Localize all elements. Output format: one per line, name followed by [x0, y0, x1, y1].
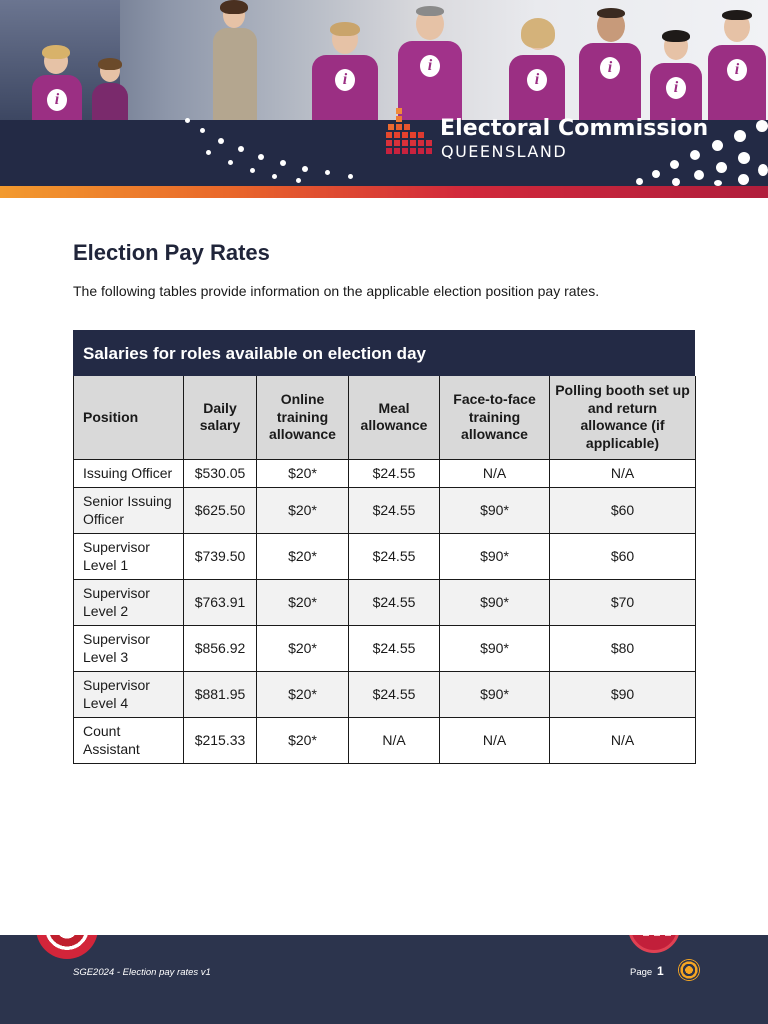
info-badge-icon: i: [335, 69, 355, 91]
cell-face-to-face: $90*: [440, 625, 550, 671]
table-header-row: [74, 376, 696, 459]
intro-text: The following tables provide information on the applicable election position pay rates.: [73, 283, 600, 299]
photo-person: [30, 48, 84, 125]
cell-meal: $24.55: [349, 625, 440, 671]
cell-polling-booth: $90: [550, 671, 696, 717]
cell-face-to-face: $90*: [440, 579, 550, 625]
photo-person: [648, 32, 704, 125]
cell-position: Count Assistant: [74, 717, 184, 763]
page-number: 1: [657, 964, 664, 978]
org-subtitle: QUEENSLAND: [441, 142, 568, 161]
cell-daily-salary: $215.33: [184, 717, 257, 763]
header-stripe: [0, 186, 768, 198]
info-badge-icon: i: [527, 69, 547, 91]
org-name: Electoral Commission: [440, 116, 709, 141]
cell-daily-salary: $856.92: [184, 625, 257, 671]
cell-position: Senior Issuing Officer: [74, 487, 184, 533]
table-row: [74, 579, 696, 625]
cell-polling-booth: $70: [550, 579, 696, 625]
pay-rates-table-container: [73, 330, 695, 764]
cell-meal: $24.55: [349, 671, 440, 717]
cell-polling-booth: $60: [550, 533, 696, 579]
cell-face-to-face: N/A: [440, 717, 550, 763]
ecq-logo-icon: [386, 108, 434, 160]
cell-meal: $24.55: [349, 533, 440, 579]
photo-person: [706, 12, 768, 125]
cell-face-to-face: N/A: [440, 459, 550, 487]
photo-person: [205, 0, 260, 125]
page-title: Election Pay Rates: [73, 240, 270, 265]
info-badge-icon: i: [666, 77, 686, 99]
cell-position: Supervisor Level 3: [74, 625, 184, 671]
cell-daily-salary: $881.95: [184, 671, 257, 717]
column-header-position: Position: [74, 376, 184, 459]
cell-position: Supervisor Level 2: [74, 579, 184, 625]
cell-meal: $24.55: [349, 579, 440, 625]
cell-meal: $24.55: [349, 459, 440, 487]
column-header-online-training: Online training allowance: [257, 376, 349, 459]
info-badge-icon: i: [47, 89, 67, 111]
cell-face-to-face: $90*: [440, 533, 550, 579]
pay-rates-table: [73, 376, 696, 764]
cell-daily-salary: $625.50: [184, 487, 257, 533]
sun-emblem-icon: [678, 959, 700, 981]
info-badge-icon: i: [600, 57, 620, 79]
cell-position: Supervisor Level 4: [74, 671, 184, 717]
cell-online-training: $20*: [257, 717, 349, 763]
page-label: Page: [630, 967, 653, 978]
table-heading: Salaries for roles available on election day: [73, 330, 695, 376]
table-row: [74, 625, 696, 671]
photo-person: [575, 10, 645, 125]
cell-polling-booth: $80: [550, 625, 696, 671]
photo-person: [90, 60, 130, 125]
cell-polling-booth: N/A: [550, 717, 696, 763]
table-row: [74, 487, 696, 533]
table-row: [74, 717, 696, 763]
photo-person: [308, 24, 382, 125]
cell-face-to-face: $90*: [440, 487, 550, 533]
cell-face-to-face: $90*: [440, 671, 550, 717]
table-row: [74, 671, 696, 717]
cell-polling-booth: $60: [550, 487, 696, 533]
header-banner: [0, 0, 768, 198]
cell-online-training: $20*: [257, 533, 349, 579]
cell-online-training: $20*: [257, 459, 349, 487]
page-footer: [0, 935, 768, 1024]
indigenous-art-circle-icon: [36, 935, 98, 959]
column-header-polling-booth: Polling booth set up and return allowance (if applicable): [550, 376, 696, 459]
cell-position: Issuing Officer: [74, 459, 184, 487]
column-header-daily-salary: Daily salary: [184, 376, 257, 459]
column-header-face-to-face: Face-to-face training allowance: [440, 376, 550, 459]
cell-meal: $24.55: [349, 487, 440, 533]
column-header-meal-allowance: Meal allowance: [349, 376, 440, 459]
cell-online-training: $20*: [257, 487, 349, 533]
cell-online-training: $20*: [257, 671, 349, 717]
indigenous-art-pattern-icon: [628, 935, 680, 953]
cell-daily-salary: $763.91: [184, 579, 257, 625]
cell-meal: N/A: [349, 717, 440, 763]
cell-online-training: $20*: [257, 579, 349, 625]
info-badge-icon: i: [727, 59, 747, 81]
document-reference: SGE2024 - Election pay rates v1: [73, 967, 211, 978]
table-row: [74, 459, 696, 487]
cell-daily-salary: $739.50: [184, 533, 257, 579]
cell-daily-salary: $530.05: [184, 459, 257, 487]
info-badge-icon: i: [420, 55, 440, 77]
cell-position: Supervisor Level 1: [74, 533, 184, 579]
table-row: [74, 533, 696, 579]
header-photo: [0, 0, 768, 125]
cell-polling-booth: N/A: [550, 459, 696, 487]
photo-person: [505, 20, 569, 125]
cell-online-training: $20*: [257, 625, 349, 671]
